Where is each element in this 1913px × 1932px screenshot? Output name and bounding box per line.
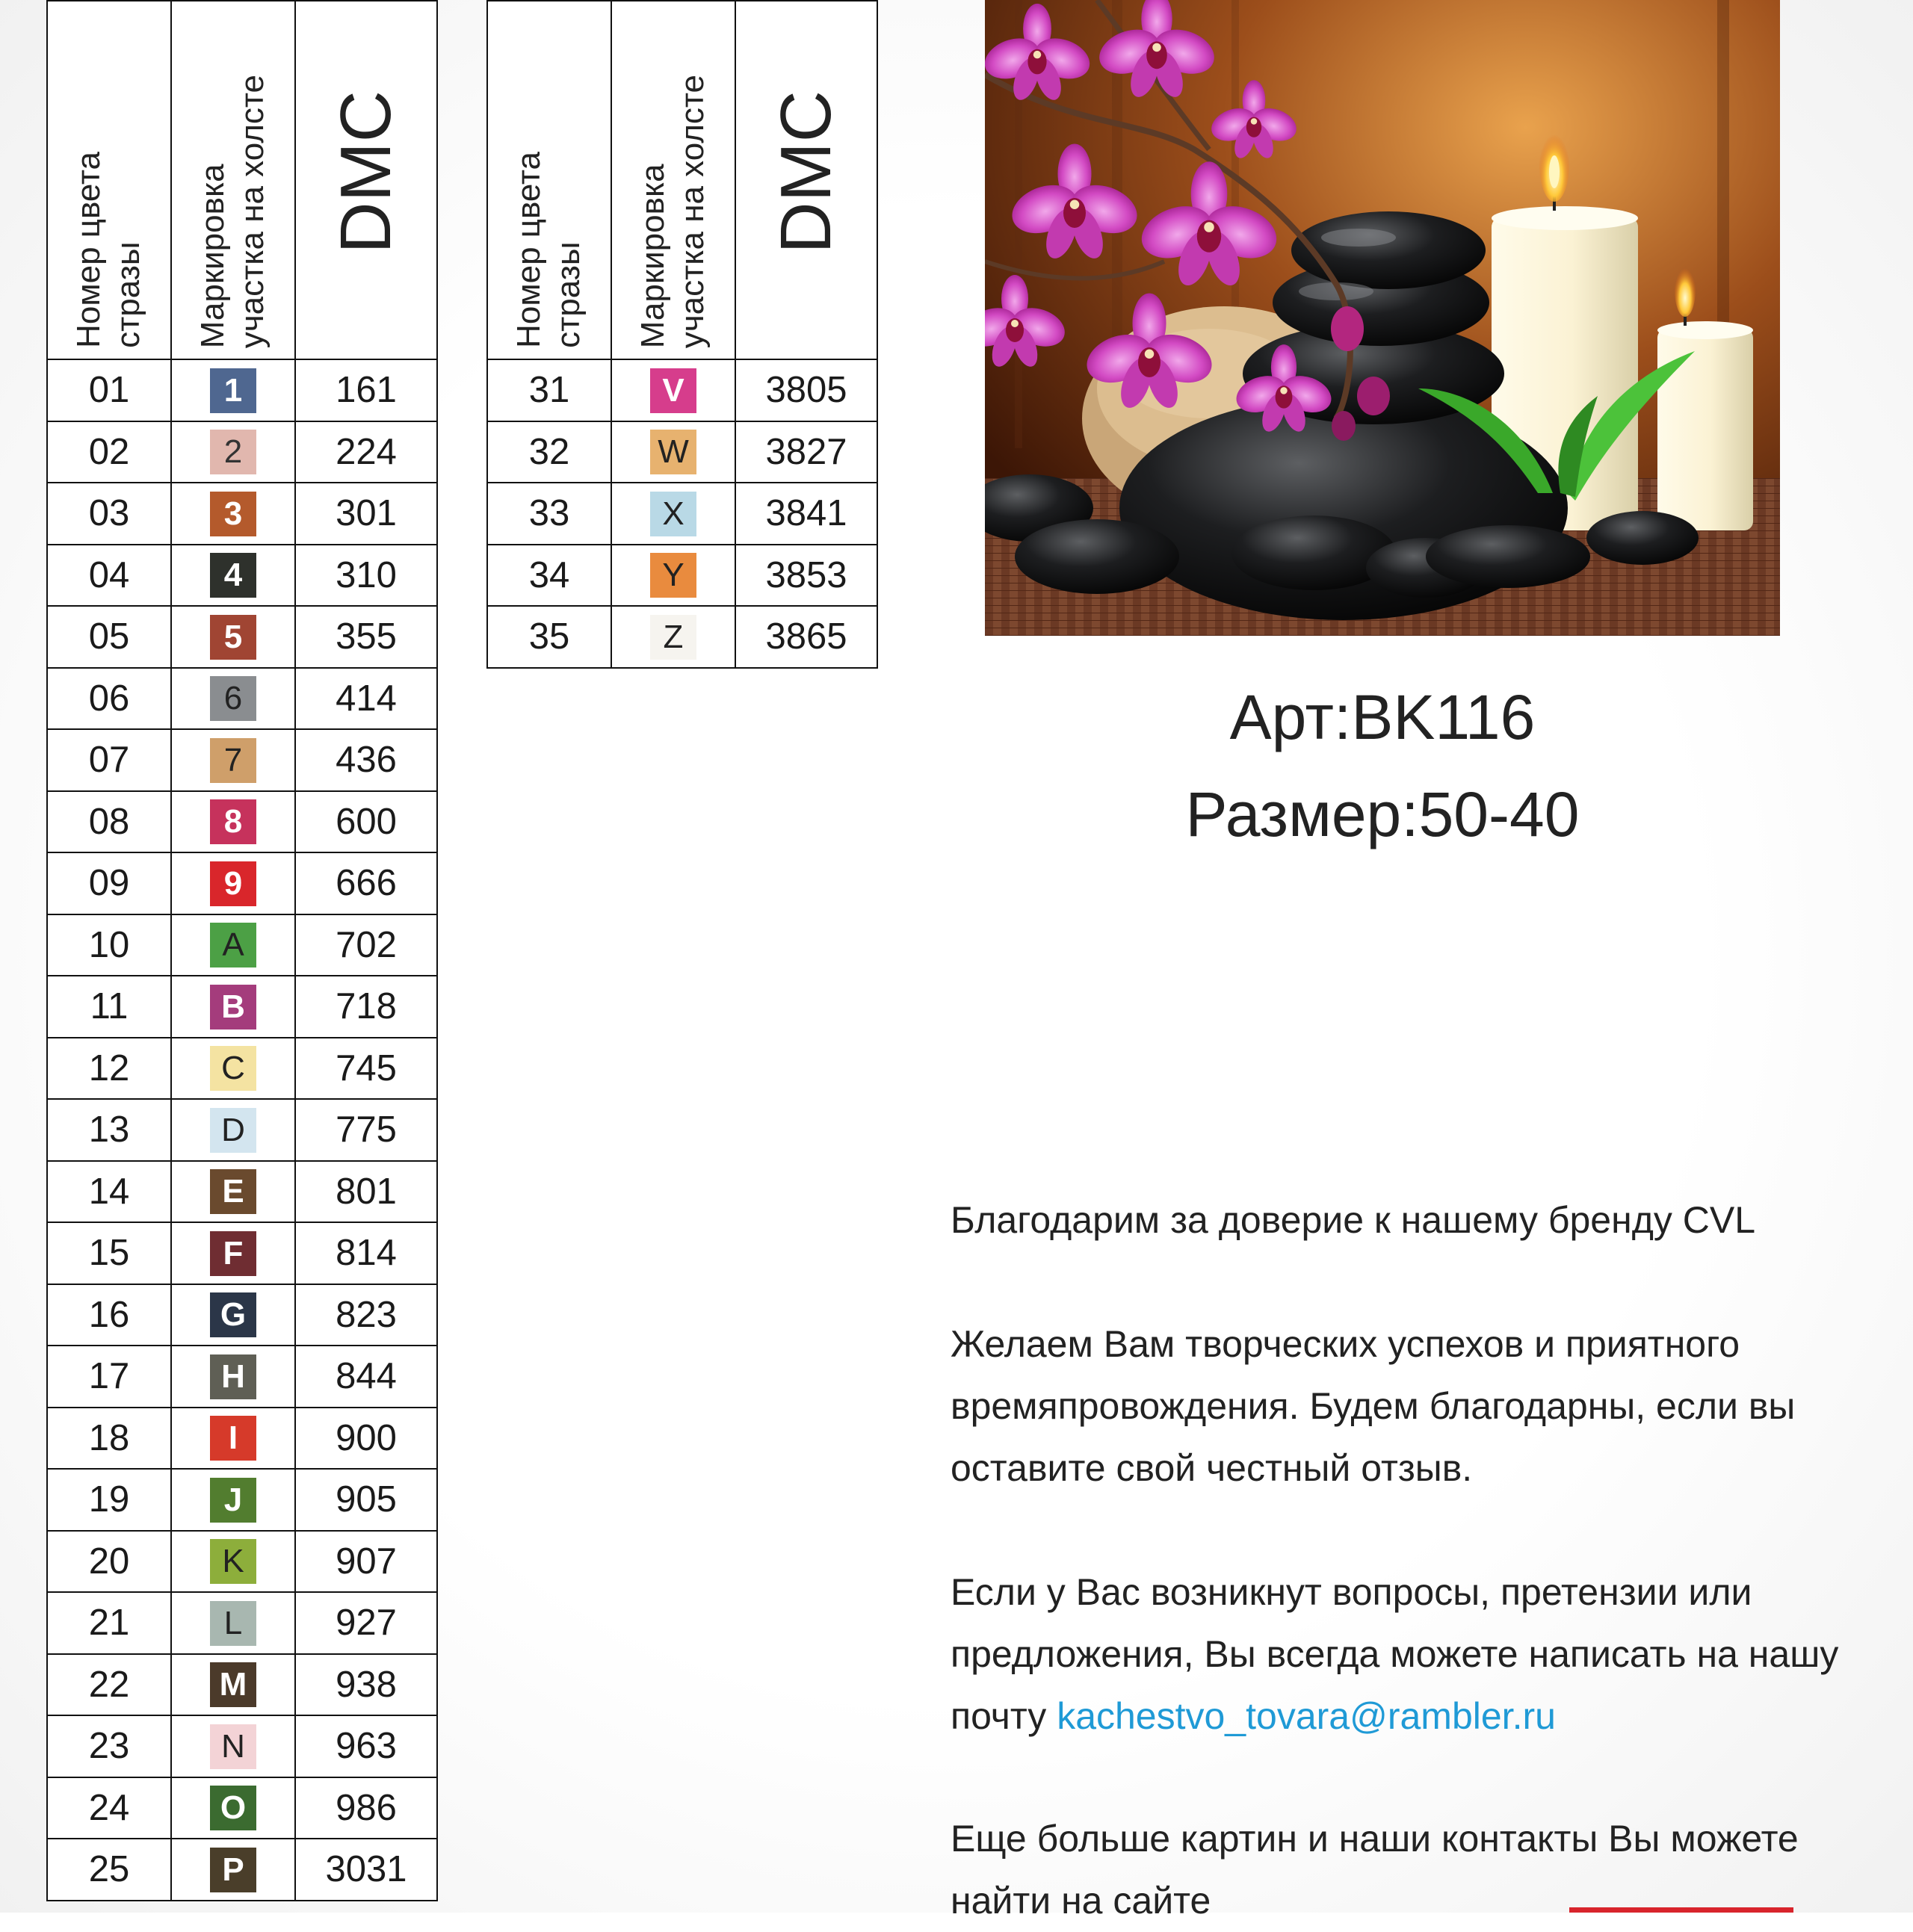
legend-row	[47, 1531, 437, 1593]
dmc-code: 963	[295, 1715, 437, 1777]
canvas-size: Размер:50-40	[1185, 779, 1580, 849]
color-number: 21	[47, 1592, 171, 1654]
dmc-code: 666	[295, 852, 437, 914]
dmc-code: 907	[295, 1531, 437, 1593]
color-swatch: 9	[210, 861, 256, 906]
color-swatch: C	[210, 1046, 256, 1091]
header-color-number: Номер цвета стразы	[47, 1, 171, 359]
color-swatch: G	[210, 1292, 256, 1337]
legend-row	[47, 976, 437, 1038]
color-swatch: 5	[210, 615, 256, 660]
marking-cell	[171, 1038, 295, 1100]
marking-cell	[171, 1161, 295, 1223]
marking-cell	[611, 545, 735, 607]
legend-row	[47, 483, 437, 545]
dmc-code: 3827	[735, 421, 877, 483]
legend-row	[487, 359, 877, 421]
header-marking: Маркировка участка на холсте	[171, 1, 295, 359]
dmc-code: 844	[295, 1346, 437, 1408]
legend-row	[47, 791, 437, 853]
legend-row	[47, 729, 437, 791]
legend-row	[47, 421, 437, 483]
color-swatch: H	[210, 1354, 256, 1399]
marking-cell	[171, 1469, 295, 1531]
legend-row	[47, 1346, 437, 1408]
legend-row	[47, 1038, 437, 1100]
dmc-code: 3031	[295, 1839, 437, 1901]
color-number: 34	[487, 545, 611, 607]
dmc-code: 161	[295, 359, 437, 421]
color-legend-table-left	[46, 0, 438, 1901]
legend-row	[487, 483, 877, 545]
marking-cell	[171, 1839, 295, 1901]
header-marking: Маркировка участка на холсте	[611, 1, 735, 359]
dmc-code: 745	[295, 1038, 437, 1100]
color-swatch: J	[210, 1478, 256, 1523]
marking-cell	[611, 421, 735, 483]
color-number: 01	[47, 359, 171, 421]
dmc-code: 938	[295, 1654, 437, 1716]
legend-row	[47, 545, 437, 607]
article-number: Арт:BK116	[1229, 682, 1536, 752]
legend-row	[47, 359, 437, 421]
color-swatch: L	[210, 1601, 256, 1646]
marking-cell	[171, 483, 295, 545]
color-number: 12	[47, 1038, 171, 1100]
dmc-code: 905	[295, 1469, 437, 1531]
dmc-code: 814	[295, 1222, 437, 1284]
color-number: 07	[47, 729, 171, 791]
dmc-code: 600	[295, 791, 437, 853]
color-number: 06	[47, 668, 171, 730]
color-number: 08	[47, 791, 171, 853]
legend-row	[47, 1777, 437, 1839]
marking-cell	[171, 976, 295, 1038]
marking-cell	[171, 1284, 295, 1346]
color-number: 14	[47, 1161, 171, 1223]
dmc-code: 927	[295, 1592, 437, 1654]
brand-logo	[1569, 1907, 1793, 1913]
dmc-code: 702	[295, 914, 437, 976]
marking-cell	[171, 1346, 295, 1408]
legend-row	[47, 1715, 437, 1777]
marking-cell	[171, 1222, 295, 1284]
color-number: 35	[487, 606, 611, 668]
color-number: 19	[47, 1469, 171, 1531]
color-number: 18	[47, 1408, 171, 1470]
color-number: 17	[47, 1346, 171, 1408]
marking-cell	[171, 852, 295, 914]
marking-cell	[171, 729, 295, 791]
dmc-code: 436	[295, 729, 437, 791]
color-number: 05	[47, 606, 171, 668]
thanks-text: Благодарим за доверие к нашему бренду CVL	[951, 1199, 1756, 1241]
color-swatch: W	[650, 430, 696, 474]
color-swatch: 7	[210, 738, 256, 783]
dmc-code: 3841	[735, 483, 877, 545]
legend-row	[47, 1284, 437, 1346]
marking-cell	[171, 791, 295, 853]
dmc-code: 3865	[735, 606, 877, 668]
legend-row	[47, 668, 437, 730]
marking-cell	[611, 483, 735, 545]
marking-cell	[171, 1408, 295, 1470]
legend-row	[47, 1161, 437, 1223]
color-swatch: K	[210, 1539, 256, 1584]
legend-row	[47, 606, 437, 668]
product-photo	[985, 0, 1780, 636]
header-dmc: DMC	[735, 1, 877, 359]
color-swatch: D	[210, 1108, 256, 1153]
color-number: 20	[47, 1531, 171, 1593]
legend-row	[487, 421, 877, 483]
color-swatch: M	[210, 1662, 256, 1707]
legend-row	[47, 914, 437, 976]
legend-row	[47, 1099, 437, 1161]
color-legend-table-right	[486, 0, 878, 669]
dmc-code: 801	[295, 1161, 437, 1223]
dmc-code: 355	[295, 606, 437, 668]
more-text: Еще больше картин и наши контакты Вы можете найти на сайте	[951, 1818, 1799, 1922]
dmc-code: 301	[295, 483, 437, 545]
header-color-number: Номер цвета стразы	[487, 1, 611, 359]
legend-row	[47, 1408, 437, 1470]
wishes-text: Желаем Вам творческих успехов и приятного времяпровождения. Будем благодарны, если вы оставите свой честный отзыв.	[951, 1323, 1796, 1489]
color-swatch: I	[210, 1416, 256, 1461]
color-number: 11	[47, 976, 171, 1038]
dmc-code: 718	[295, 976, 437, 1038]
marking-cell	[171, 1531, 295, 1593]
marking-cell	[171, 1592, 295, 1654]
color-swatch: V	[650, 368, 696, 413]
legend-row	[47, 1469, 437, 1531]
dmc-code: 3805	[735, 359, 877, 421]
marking-cell	[171, 1099, 295, 1161]
color-number: 10	[47, 914, 171, 976]
legend-row	[487, 545, 877, 607]
legend-row	[47, 1654, 437, 1716]
legend-row	[47, 852, 437, 914]
color-swatch: 6	[210, 676, 256, 721]
color-swatch: 4	[210, 553, 256, 598]
color-swatch: X	[650, 492, 696, 536]
marking-cell	[171, 1654, 295, 1716]
marking-cell	[171, 545, 295, 607]
header-dmc: DMC	[295, 1, 437, 359]
color-swatch: A	[210, 923, 256, 967]
marking-cell	[171, 914, 295, 976]
color-swatch: 1	[210, 368, 256, 413]
support-email-link[interactable]: kachestvo_tovara@rambler.ru	[1057, 1695, 1556, 1737]
marking-cell	[171, 1777, 295, 1839]
legend-row	[47, 1839, 437, 1901]
color-swatch: 8	[210, 799, 256, 844]
dmc-code: 986	[295, 1777, 437, 1839]
color-swatch: 2	[210, 430, 256, 474]
color-number: 23	[47, 1715, 171, 1777]
legend-row	[487, 606, 877, 668]
color-swatch: P	[210, 1848, 256, 1892]
marking-cell	[171, 359, 295, 421]
dmc-code: 3853	[735, 545, 877, 607]
marking-cell	[171, 606, 295, 668]
color-swatch: Y	[650, 553, 696, 598]
color-swatch: O	[210, 1786, 256, 1830]
color-number: 04	[47, 545, 171, 607]
color-number: 09	[47, 852, 171, 914]
color-number: 16	[47, 1284, 171, 1346]
dmc-code: 310	[295, 545, 437, 607]
dmc-code: 414	[295, 668, 437, 730]
marking-cell	[611, 359, 735, 421]
dmc-code: 900	[295, 1408, 437, 1470]
dmc-code: 775	[295, 1099, 437, 1161]
marking-cell	[171, 1715, 295, 1777]
color-number: 32	[487, 421, 611, 483]
questions-text	[951, 1561, 1877, 1747]
color-number: 02	[47, 421, 171, 483]
color-swatch: F	[210, 1231, 256, 1276]
color-number: 03	[47, 483, 171, 545]
color-swatch: N	[210, 1724, 256, 1769]
color-swatch: 3	[210, 492, 256, 536]
color-number: 15	[47, 1222, 171, 1284]
color-number: 31	[487, 359, 611, 421]
legend-row	[47, 1222, 437, 1284]
marking-cell	[171, 668, 295, 730]
color-swatch: Z	[650, 615, 696, 660]
dmc-code: 823	[295, 1284, 437, 1346]
legend-row	[47, 1592, 437, 1654]
color-number: 22	[47, 1654, 171, 1716]
questions-label: Если у Вас возникнут вопросы, претензии или предложения, Вы всегда можете написать на нашу почту	[951, 1571, 1839, 1737]
color-number: 24	[47, 1777, 171, 1839]
dmc-code: 224	[295, 421, 437, 483]
color-swatch: B	[210, 985, 256, 1030]
color-number: 13	[47, 1099, 171, 1161]
marking-cell	[611, 606, 735, 668]
color-number: 25	[47, 1839, 171, 1901]
color-swatch: E	[210, 1169, 256, 1214]
marking-cell	[171, 421, 295, 483]
color-number: 33	[487, 483, 611, 545]
